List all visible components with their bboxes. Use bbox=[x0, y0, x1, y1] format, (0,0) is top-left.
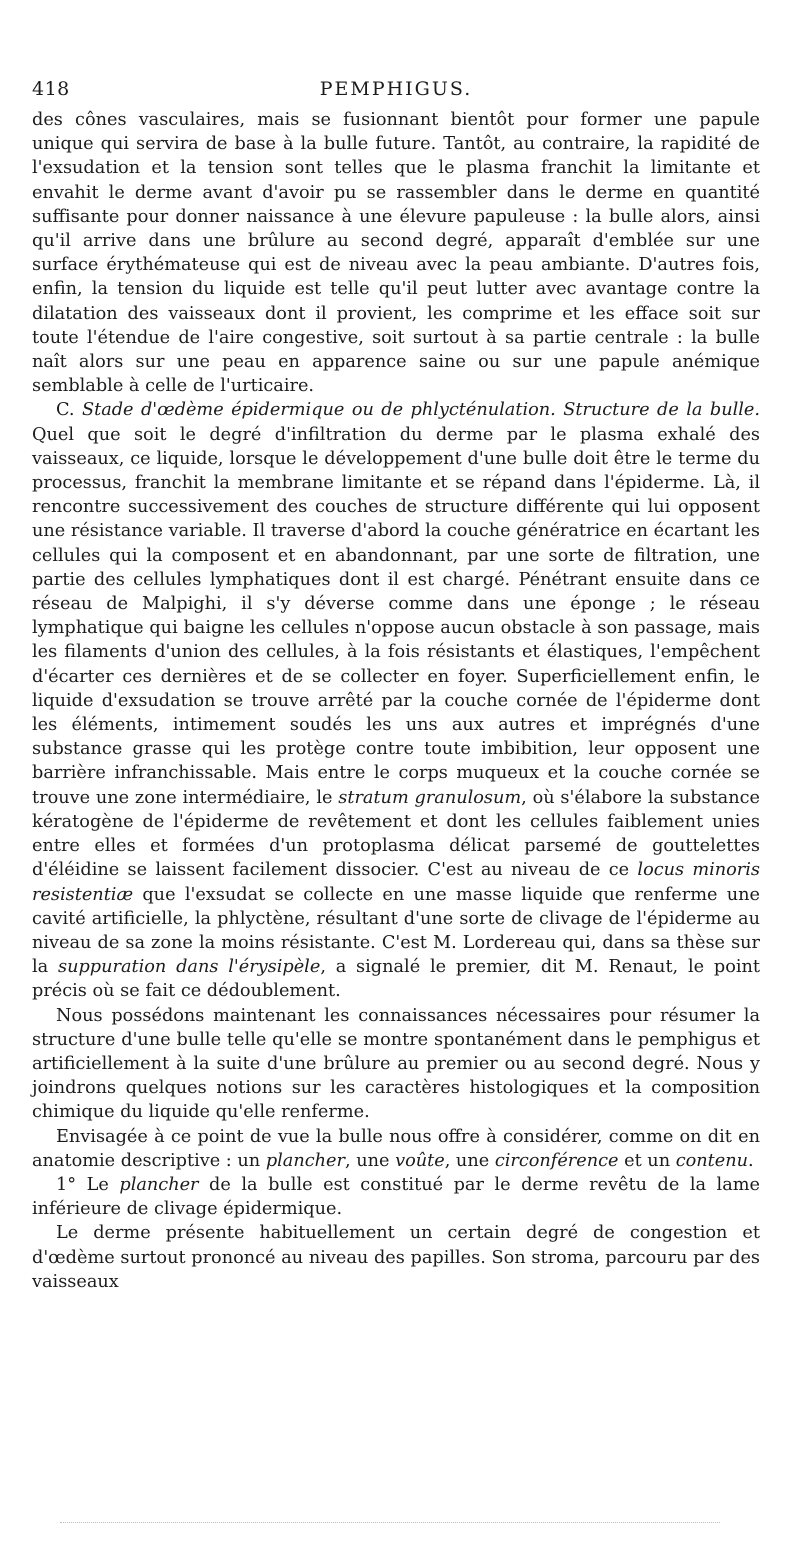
text-segment: , a signalé le premier, dit M. Renaut, le point précis où se fait ce dédoublement. bbox=[32, 957, 761, 1002]
italic-term: suppuration dans l'érysipèle bbox=[58, 957, 321, 978]
text-segment: Le derme présente habituellement un certain degré de congestion et d'œdème surtout prononcé au niveau des papilles. Son stroma, parcouru par des vaisseaux bbox=[32, 1223, 760, 1292]
page-number: 418 bbox=[32, 78, 70, 100]
text-segment: de la bulle est constitué par le derme revêtu de la lame inférieure de clivage épidermique. bbox=[32, 1174, 760, 1220]
italic-term: contenu bbox=[675, 1150, 749, 1171]
bottom-dotted-rule bbox=[60, 1522, 720, 1523]
text-segment: , où s'élabore la substance kératogène de l'épiderme de revêtement et dont les cellules faiblement unies entre elles et formées d'un protoplasma délicat parsemé de gouttelettes d'éléidine se laissent facilement dissocier. C'est au niveau de ce bbox=[32, 787, 760, 881]
paragraph-6 bbox=[32, 1221, 760, 1294]
section-label: C. bbox=[56, 400, 82, 421]
italic-term: plancher bbox=[119, 1174, 199, 1195]
text-segment: des cônes vasculaires, mais se fusionnant bientôt pour former une papule unique qui servira de base à la bulle future. Tantôt, au contraire, la rapidité de l'exsudation et la tension sont telles que le plasma franchit la limitante et envahit le derme avant d'avoir pu se rassembler dans le derme en quantité suffisante pour donner naissance à une élevure papuleuse : la bulle alors, ainsi qu'il arrive dans une brûlure au second degré, apparaît d'emblée sur une surface érythémateuse qui est de niveau avec la peau ambiante. D'autres fois, enfin, la tension du liquide est telle qu'il peut lutter avec avantage contre la dilatation des vaisseaux dont il provient, les comprime et les efface soit sur toute l'étendue de l'aire congestive, soit surtout à sa partie centrale : la bulle naît alors sur une peau en apparence saine ou sur une papule anémique semblable à celle de l'urticaire. bbox=[32, 110, 760, 397]
paragraph-3 bbox=[32, 1004, 760, 1125]
italic-term: plancher bbox=[265, 1150, 345, 1171]
text-segment: 1° Le bbox=[56, 1174, 120, 1195]
italic-term: stratum granulosum bbox=[338, 787, 522, 808]
text-segment: Envisagée à ce point de vue la bulle nous offre à considérer, comme on dit en anatomie descriptive : un bbox=[32, 1126, 760, 1171]
text-segment: que l'exsudat se collecte en une masse liquide que renferme une cavité artificielle, la phlyctène, résultant d'une sorte de clivage de l'épiderme au niveau de sa zone la moins résistante. C'est M. Lordereau qui, dans sa thèse sur la bbox=[32, 884, 760, 978]
paragraph-1 bbox=[32, 108, 760, 398]
paragraph-5 bbox=[32, 1173, 760, 1221]
text-segment: et un bbox=[618, 1150, 676, 1171]
text-segment: , une bbox=[344, 1150, 396, 1171]
paragraph-2 bbox=[32, 398, 760, 1003]
text-segment: . bbox=[748, 1150, 754, 1171]
body-text bbox=[32, 108, 760, 1294]
italic-term: locus minoris resistentiæ bbox=[32, 860, 760, 905]
running-head bbox=[32, 78, 760, 108]
text-segment: , une bbox=[444, 1150, 495, 1171]
text-segment: Nous possédons maintenant les connaissances nécessaires pour résumer la structure d'une bulle telle qu'elle se montre spontanément dans le pemphigus et artificiellement à la suite d'une brûlure au premier ou au second degré. Nous y joindrons quelques notions sur les caractères histologiques et la composition chimique du liquide qu'elle renferme. bbox=[32, 1005, 760, 1123]
italic-term: circonférence bbox=[494, 1150, 619, 1171]
text-segment: Quel que soit le degré d'infiltration du derme par le plasma exhalé des vaisseaux, ce liquide, lorsque le développement d'une bulle doit être le terme du processus, franchit la membrane limitante et se répand dans l'épiderme. Là, il rencontre successivement des couches de structure différente qui lui opposent une résistance variable. Il traverse d'abord la couche génératrice en écartant les cellules qui la composent et en abandonnant, par une sorte de filtration, une partie des cellules lymphatiques dont il est chargé. Pénétrant ensuite dans ce réseau de Malpighi, il s'y déverse comme dans une éponge ; le réseau lymphatique qui baigne les cellules n'oppose aucun obstacle à son passage, mais les filaments d'union des cellules, à la fois résistants et élastiques, l'empêchent d'écarter ces dernières et de se collecter en foyer. Superficiellement enfin, le liquide d'exsudation se trouve arrêté par la couche cornée de l'épiderme dont les éléments, intimement soudés les uns aux autres et imprégnés d'une substance grasse qui les protège contre toute imbibition, leur opposent une barrière infranchissable. Mais entre le corps muqueux et la couche cornée se trouve une zone intermédiaire, le bbox=[32, 424, 760, 808]
italic-term: voûte bbox=[395, 1150, 445, 1171]
paragraph-4 bbox=[32, 1125, 760, 1173]
section-heading: Stade d'œdème épidermique ou de phlycténulation. Structure de la bulle. bbox=[81, 400, 761, 421]
running-title: PEMPHIGUS. bbox=[319, 78, 473, 100]
